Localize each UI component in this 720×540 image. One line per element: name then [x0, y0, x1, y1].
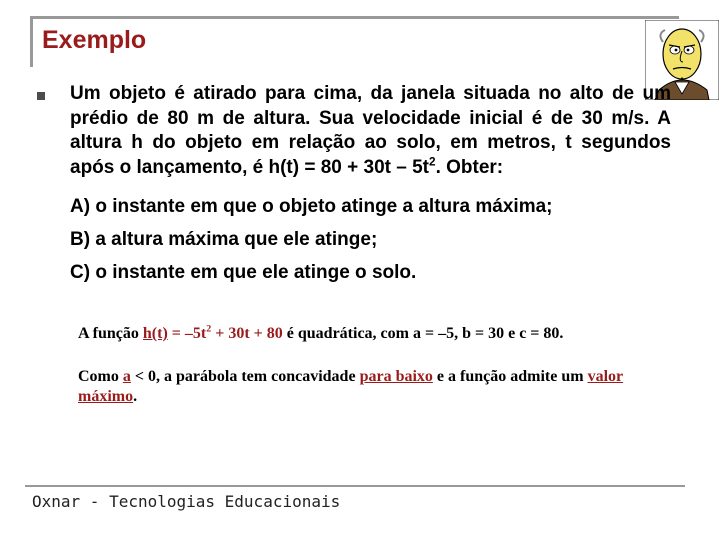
statement-end: . Obter:: [435, 156, 504, 178]
solution-line-1: [78, 324, 563, 344]
equation-part-2: + 30t + 80: [211, 325, 283, 342]
function-name: h(t): [142, 325, 168, 342]
solution-prefix: A função: [78, 325, 143, 342]
question-c: C) o instante em que ele atinge o solo.: [70, 262, 417, 283]
problem-statement: [70, 82, 671, 180]
equation-exponent: 2: [206, 323, 212, 335]
concl-part-2: < 0, a parábola tem concavidade: [130, 368, 360, 385]
equation-part-1: = –5t: [167, 325, 207, 342]
bullet-square: [37, 92, 45, 100]
exponent: 2: [429, 155, 436, 169]
concl-part-1: Como: [78, 368, 123, 385]
footer-rule: [25, 485, 685, 487]
valor-maximo: valor máximo: [78, 368, 624, 405]
solution-suffix: é quadrática, com a = –5, b = 30 e c = 80.: [282, 325, 564, 342]
solution-line-2: [78, 367, 678, 407]
question-b: B) a altura máxima que ele atinge;: [70, 229, 378, 250]
para-baixo: para baixo: [359, 368, 433, 385]
slide-title: Exemplo: [42, 26, 147, 54]
concl-part-4: .: [133, 388, 138, 405]
footer-text: Oxnar - Tecnologias Educacionais: [32, 492, 341, 511]
function-equation: [168, 325, 283, 342]
statement-text: Um objeto é atirado para cima, da janela situada no alto de um prédio de 80 m de altura. Sua velocidade inicial é de 30 m/s. A altura h do objeto em relação ao solo, em metros, t segundos após o lançamento, é h(t) = 80 + 30t – 5t: [70, 83, 671, 178]
question-a: A) o instante em que o objeto atinge a altura máxima;: [70, 196, 553, 217]
concl-part-3: e a função admite um: [432, 368, 588, 385]
coef-a: a: [122, 368, 131, 385]
question-list: [70, 195, 552, 294]
